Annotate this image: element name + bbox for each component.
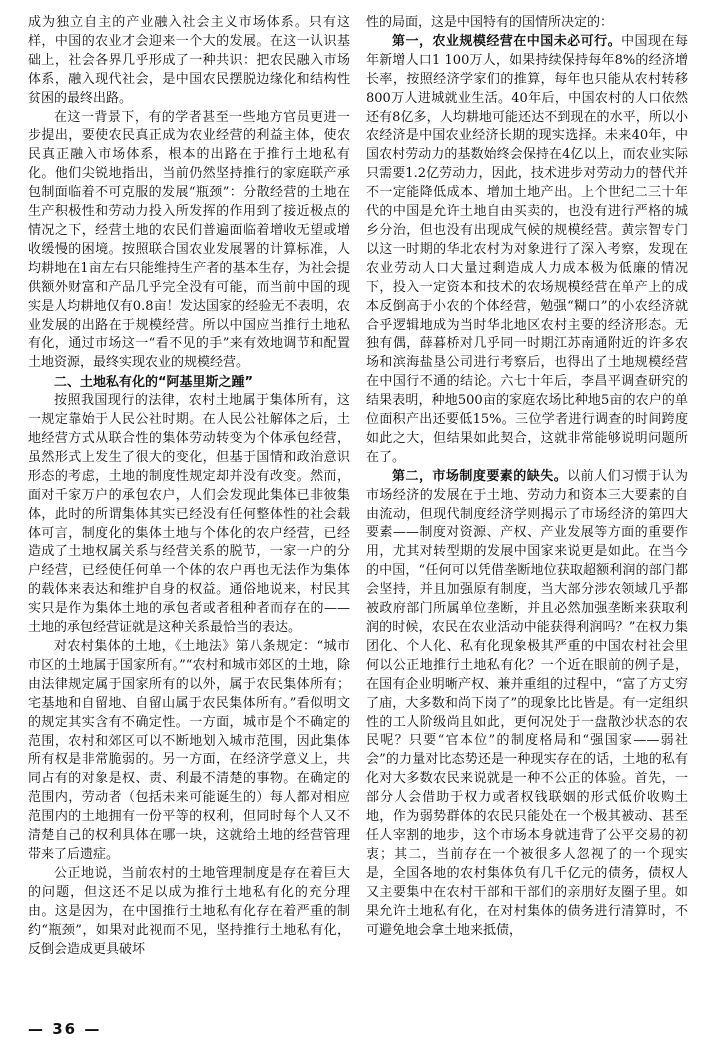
paragraph-fair-assessment: 公正地说，当前农村的土地管理制度是存在着巨大的问题，但这还不足以成为推行土地私有化的充分理由。这是因为，在中国推行土地私有化存在着严重的制约“瓶颈”，如果对此视而不见，坚持推行土地私有化，反倒会造成更具破坏 <box>28 865 350 957</box>
paragraph-collective-ownership: 按照我国现行的法律，农村土地属于集体所有，这一规定靠始于人民公社时期。在人民公社解体之后，土地经营方式从联合性的集体劳动转变为个体承包经营，虽然形式上发生了很大的变化，但基于国情和政治意识形态的考虑，土地的制度性规定却并没有改变。然而，面对千家万户的承包农户，人们会发现此集体已非彼集体，此时的所谓集体其实已经没有任何整体性的社会载体可言，制度化的集体土地与个体化的农户经营，已经造成了土地权属关系与经营关系的脱节，一家一户的分户经营，已经使任何单一个体的农户再也无法作为集体的载体来表达和维护自身的权益。通俗地说来，村民其实只是作为集体土地的承包者或者租种者而存在的——土地的承包经营证就是这种关系最恰当的表达。 <box>28 393 350 636</box>
paragraph-continued: 性的局面，这是中国特有的国情所决定的： <box>366 15 614 30</box>
paragraph-point-two <box>366 468 688 941</box>
paragraph-privatization-proposal: 在这一背景下，有的学者甚至一些地方官员更进一步提出，要使农民真正成为农业经营的利益主体，使农民真正融入市场体系，根本的出路在于推行土地私有化。他们尖锐地指出，当前仍然坚持推行的家庭联产承包制面临着不可克服的发展“瓶颈”：分散经营的土地在生产积极性和劳动力投入所发挥的作用到了接近极点的情况之下，经营土地的农民们普遍面临着增收无望或增收缓慢的困境。按照联合国农业发展署的计算标准，人均耕地在1亩左右只能维持生产者的基本生存，为社会提供额外财富和产品几乎完全没有可能，而当前中国的现实是人均耕地仅有0.8亩！发达国家的经验无不表明，农业发展的出路在于规模经营。所以中国应当推行土地私有化，通过市场这一“看不见的手”来有效地调节和配置土地资源，最终实现农业的规模经营。 <box>28 109 350 371</box>
paragraph-point-one <box>366 33 688 468</box>
right-column <box>366 14 688 1006</box>
paragraph-continued: 成为独立自主的产业融入社会主义市场体系。只有这样，中国的农业才会迎来一个大的发展。在这一认识基础上，社会各界几乎形成了一种共识：把农民融入市场体系，融入现代社会，是中国农民摆脱边缘化和结构性贫困的最终出路。 <box>28 15 350 106</box>
point-one-lead: 第一，农业规模经营在中国未必可行。 <box>392 33 622 49</box>
point-one-body: 中国现在每年新增人口1 100万人，如果持续保持每年8%的经济增长率，按照经济学家们的推算，每年也只能从农村转移800万人进城就业生活。40年后，中国农村的人口依然还有8亿多，人均耕地可能还达不到现在的水平，所以小农经济是中国农业经济长期的现实选择。未来40年，中国农村劳动力的基数始终会保持在4亿以上，而农业实际只需要1.2亿劳动力，因此，技术进步对劳动力的替代并不一定能降低成本、增加土地产出。上个世纪二三十年代的中国是允许土地自由买卖的，也没有进行严格的城乡分治，但也没有出现成气候的规模经营。黄宗智专门以这一时期的华北农村为对象进行了深入考察，发现在农业劳动人口大量过剩造成人力成本极为低廉的情况下，投入一定资本和技术的农场规模经营在单产上的成本反倒高于小农的个体经营，勉强“糊口”的小农经济就合乎逻辑地成为当时华北地区农村主要的经济形态。无独有偶，薛暮桥对几乎同一时期江苏南通附近的许多农场和滨海盐垦公司进行考察后，也得出了土地规模经营在中国行不通的结论。六七十年后，李昌平调查研究的结果表明，种地500亩的家庭农场比种地5亩的农户的单位面积产出还要低15%。三位学者进行调查的时间跨度如此之大，但结果如此契合，这就非常能够说明问题所在了。 <box>366 33 688 465</box>
page-number: — 36 — <box>28 1020 102 1038</box>
point-two-lead: 第二，市场制度要素的缺失。 <box>392 468 568 484</box>
point-two-body: 以前人们习惯于认为市场经济的发展在于土地、劳动力和资本三大要素的自由流动，但现代制度经济学则揭示了市场经济的第四大要素——制度对资源、产权、产业发展等方面的重要作用，尤其对转型期的发展中国家来说更是如此。在当今的中国，“任何可以凭借垄断地位获取超额利润的部门都会坚持，并且加强原有制度，当大部分涉农领域几乎都被政府部门所属单位垄断，并且必然加强垄断来获取利润的时候，农民在农业活动中能获得利润吗？”在权力集团化、个人化、私有化现象极其严重的中国农村社会里何以公正地推行土地私有化？一个近在眼前的例子是，在国有企业明晰产权、兼并重组的过程中，“富了方丈穷了庙，大多数和尚下岗了”的现象比比皆是。有一定组织性的工人阶级尚且如此，更何况处于一盘散沙状态的农民呢？只要“官本位”的制度格局和“强国家——弱社会”的力量对比态势还是一种现实存在的话，土地的私有化对大多数农民来说就是一种不公正的体验。首先，一部分人会借助于权力或者权钱联姻的形式低价收购土地，作为弱势群体的农民只能处在一个极其被动、甚至任人宰割的地步，这个市场本身就违背了公平交易的初衷；其二，当前存在一个被很多人忽视了的一个现实是，全国各地的农村集体负有几千亿元的债务，债权人又主要集中在农村干部和干部们的亲朋好友圈子里。如果允许土地私有化，在对村集体的债务进行清算时，不可避免地会拿土地来抵债， <box>366 468 688 938</box>
paragraph-land-law-article: 对农村集体的土地，《土地法》第八条规定：“城市市区的土地属于国家所有。”“农村和城市郊区的土地，除由法律规定属于国家所有的以外，属于农民集体所有；宅基地和自留地、自留山属于农民集体所有。”看似明文的规定其实含有不确定性。一方面，城市是个不确定的范围，农村和郊区可以不断地划入城市范围，因此集体所有权是非常脆弱的。另一方面，在经济学意义上，共同占有的对象是权、责、利最不清楚的事物。在确定的范围内，劳动者（包括未来可能诞生的）每人都对相应范围内的土地拥有一份平等的权利，但同时每个人又不清楚自己的权利具体在哪一块，这就给土地的经营管理带来了后遗症。 <box>28 639 350 862</box>
two-column-body <box>28 14 688 1006</box>
left-column <box>28 14 350 1006</box>
section-heading-achilles-heel: 二、土地私有化的“阿基里斯之踵” <box>54 375 254 391</box>
